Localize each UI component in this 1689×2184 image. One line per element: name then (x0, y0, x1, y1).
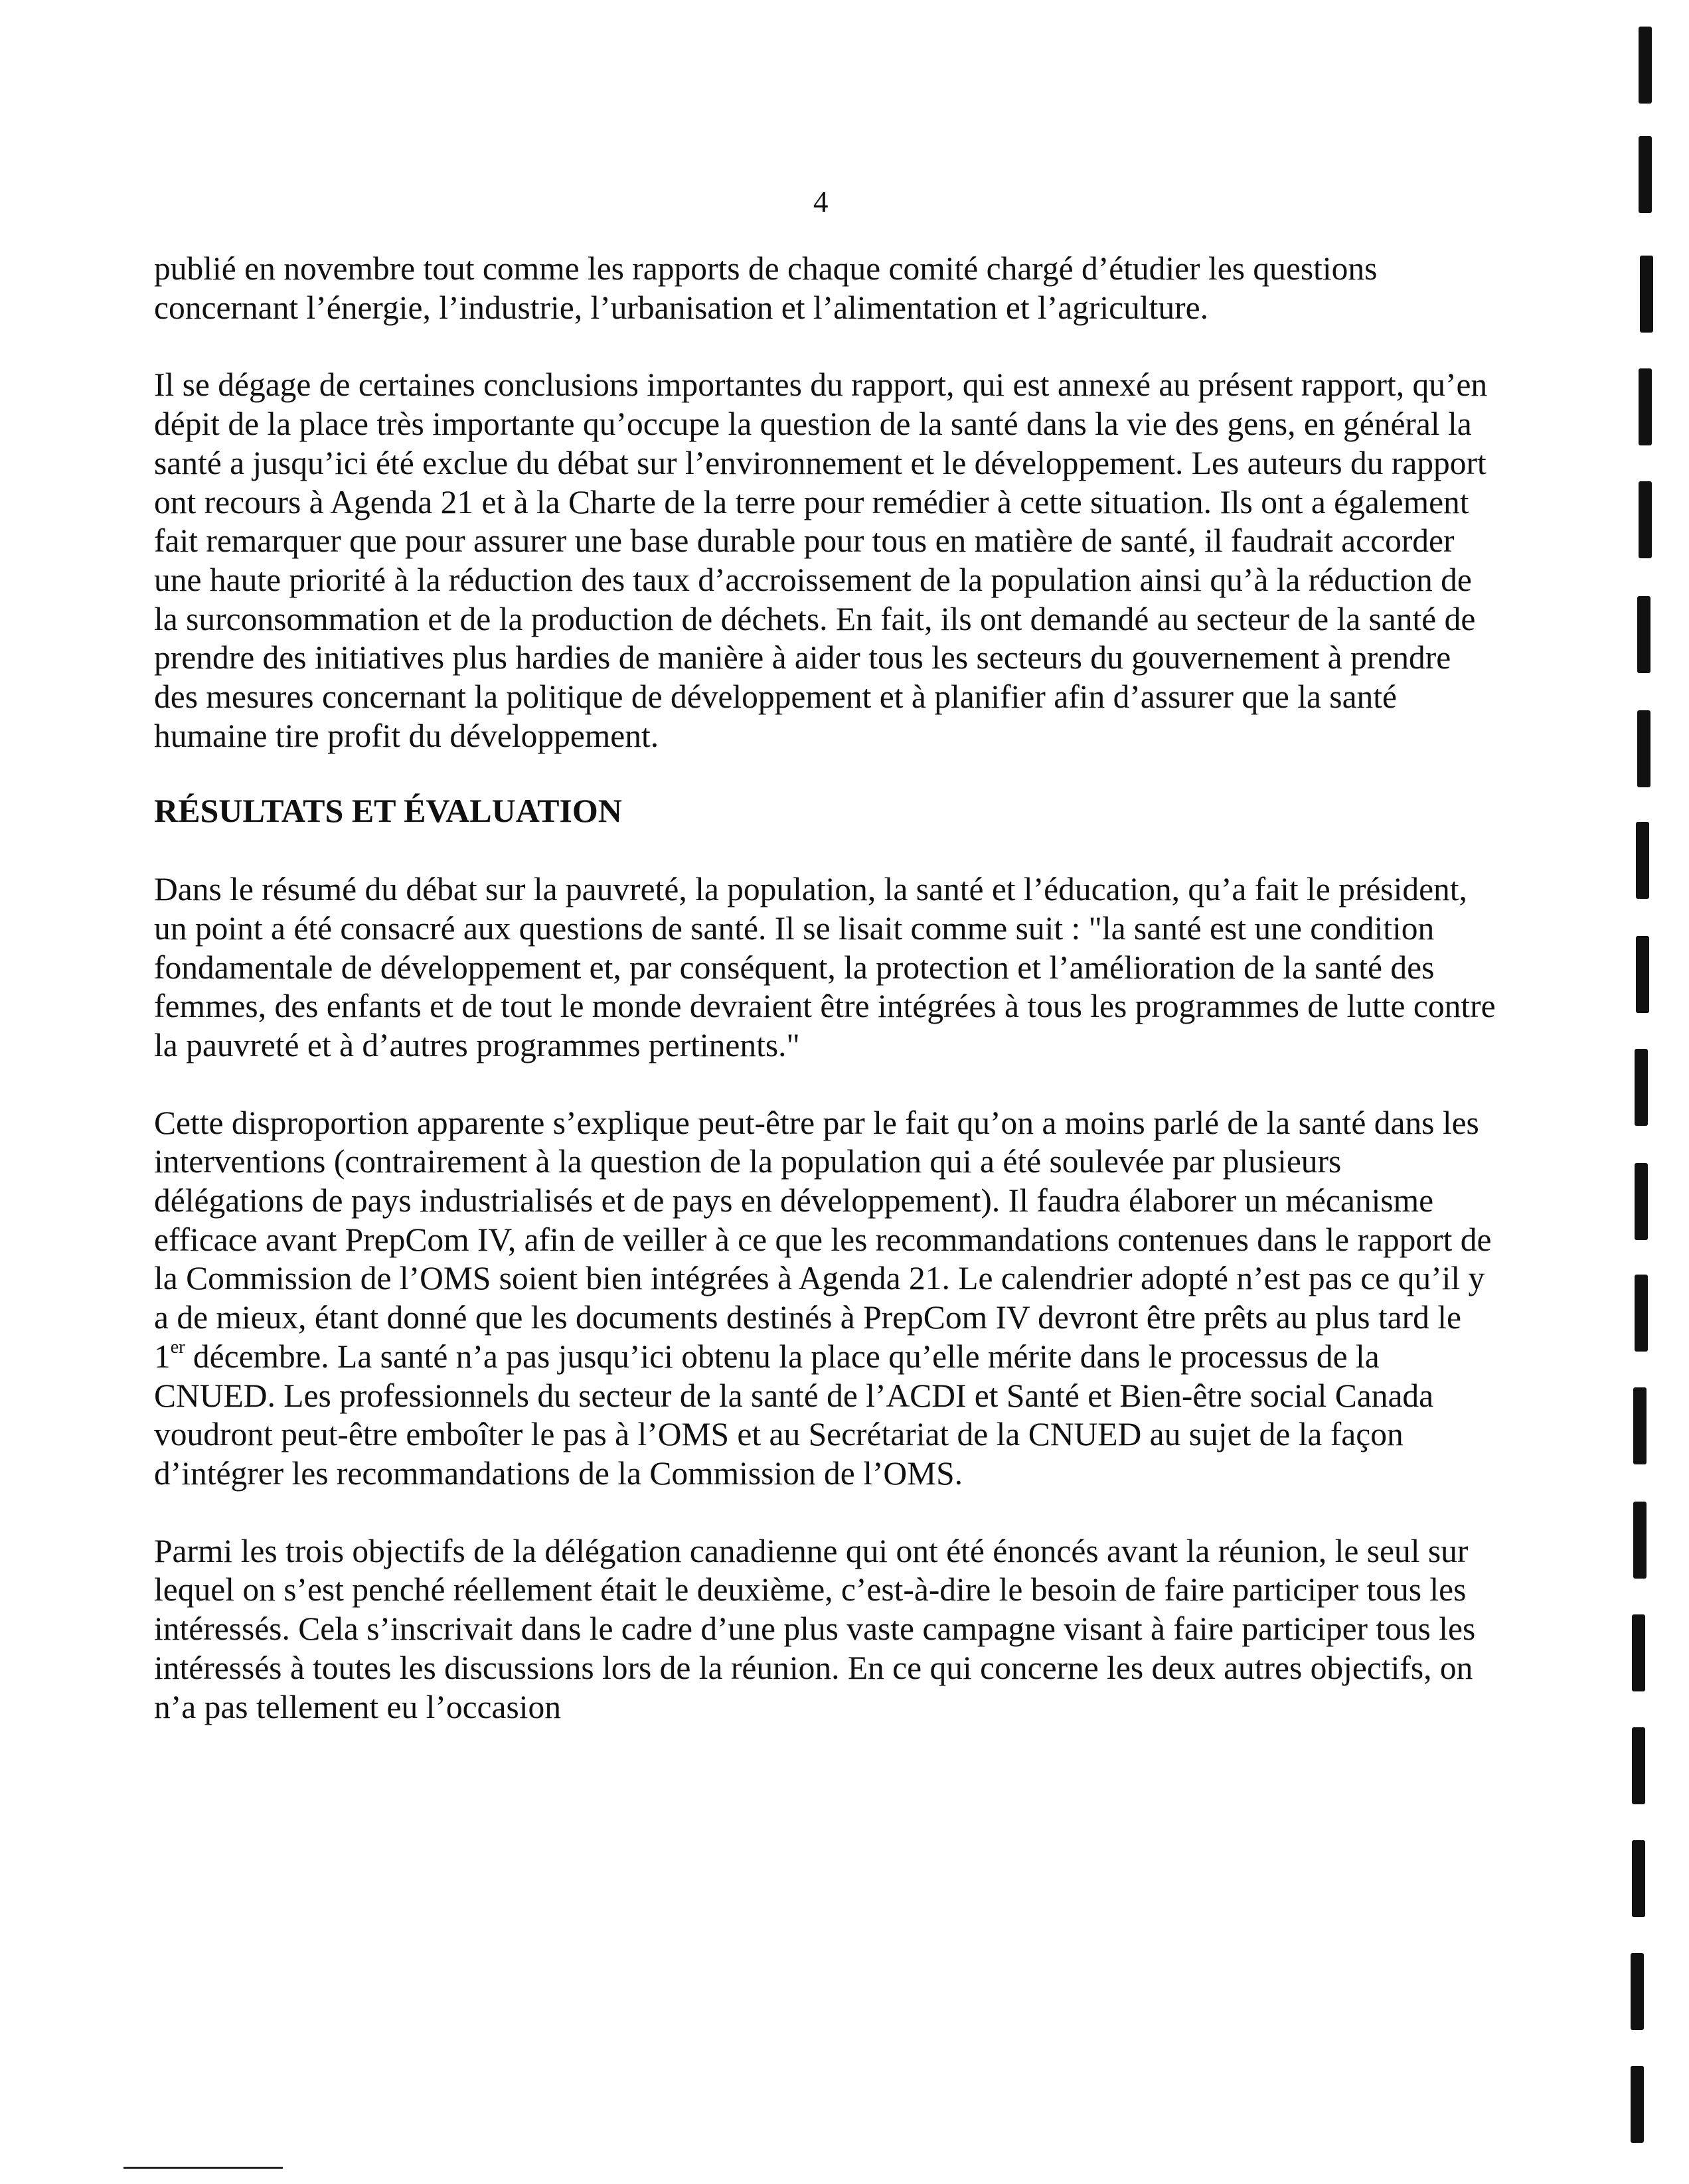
superscript-er: er (170, 1336, 185, 1358)
scan-mark (1639, 27, 1652, 104)
scan-mark (1635, 1163, 1648, 1240)
scan-mark (1637, 710, 1650, 787)
scan-mark (1636, 936, 1649, 1013)
scan-mark (1632, 1840, 1645, 1917)
scan-mark (1631, 1953, 1644, 2030)
scan-mark (1640, 256, 1653, 333)
scan-mark (1631, 2066, 1644, 2143)
scan-mark (1635, 1049, 1648, 1126)
paragraph-4-part-1: Cette disproportion apparente s’explique peut-être par le fait qu’on a moins parlé de la santé dans les interventions (contrairement à la question de la population qui a été soulevée par plusieurs délégations de pays industrialisés et de pays en développement). Il faudra élaborer un mécanisme efficace avant PrepCom IV, afin de veiller à ce que les recommandations contenues dans le rapport de la Commission de l’OMS soient bien intégrées à Agenda 21. Le calendrier adopté n’est pas ce qu’il y a de mieux, étant donné que les documents destinés à PrepCom IV devront être prêts au plus tard le 1 (154, 1104, 1492, 1375)
paragraph-3: Dans le résumé du débat sur la pauvreté, la population, la santé et l’éducation, qu’a fait le président, un point a été consacré aux questions de santé. Il se lisait comme suit : "la santé est une condition fondamentale de développement et, par conséquent, la protection et l’amélioration de la santé des femmes, des enfants et de tout le monde devraient être intégrées à tous les programmes de lutte contre la pauvreté et à d’autres programmes pertinents." (154, 871, 1496, 1063)
scan-mark (1633, 1387, 1647, 1464)
paragraph-4-part-2: décembre. La santé n’a pas jusqu’ici obtenu la place qu’elle mérite dans le processus de la CNUED. Les professionnels du secteur de la santé de l’ACDI et Santé et Bien-être social Canada voudront peut-être emboîter le pas à l’OMS et au Secrétariat de la CNUED au sujet de la façon d’intégrer les recommandations de la Commission de l’OMS. (154, 1338, 1434, 1492)
scan-mark (1639, 481, 1652, 558)
paragraph-5: Parmi les trois objectifs de la délégation canadienne qui ont été énoncés avant la réunion, le seul sur lequel on s’est penché réellement était le deuxième, c’est-à-dire le besoin de faire participer tous les intéressés. Cela s’inscrivait dans le cadre d’une plus vaste campagne visant à faire participer tous les intéressés à toutes les discussions lors de la réunion. En ce qui concerne les deux autres objectifs, on n’a pas tellement eu l’occasion (154, 1532, 1476, 1725)
paragraph-1: publié en novembre tout comme les rapports de chaque comité chargé d’étudier les questions concernant l’énergie, l’industrie, l’urbanisation et l’alimentation et l’agriculture. (154, 250, 1378, 326)
section-heading: RÉSULTATS ET ÉVALUATION (154, 792, 622, 830)
scan-mark (1632, 1614, 1645, 1691)
scan-mark (1636, 822, 1649, 899)
paragraph-2: Il se dégage de certaines conclusions importantes du rapport, qui est annexé au présent rapport, qu’en dépit de la place très importante qu’occupe la question de la santé dans la vie des gens, en général la santé a jusqu’ici été exclue du débat sur l’environnement et le développement. Les auteurs du rapport ont recours à Agenda 21 et à la Charte de la terre pour remédier à cette situation. Ils ont a également fait remarquer que pour assurer une base durable pour tous en matière de santé, il faudrait accorder une haute priorité à la réduction des taux d’accroissement de la population ainsi qu’à la réduction de la surconsommation et de la production de déchets. En fait, ils ont demandé au secteur de la santé de prendre des initiatives plus hardies de manière à aider tous les secteurs du gouvernement à prendre des mesures concernant la politique de développement et à planifier afin d’assurer que la santé humaine tire profit du développement. (154, 366, 1488, 754)
scan-mark (1633, 1502, 1647, 1579)
scan-mark (1637, 596, 1650, 673)
page-number: 4 (813, 185, 829, 218)
footnote-rule (123, 2167, 283, 2169)
scan-mark (1639, 136, 1652, 213)
scan-mark (1635, 1275, 1648, 1352)
document-body (154, 250, 1498, 1727)
scan-mark (1639, 368, 1652, 445)
paragraph-4 (154, 1104, 1498, 1494)
scan-mark (1632, 1727, 1645, 1804)
